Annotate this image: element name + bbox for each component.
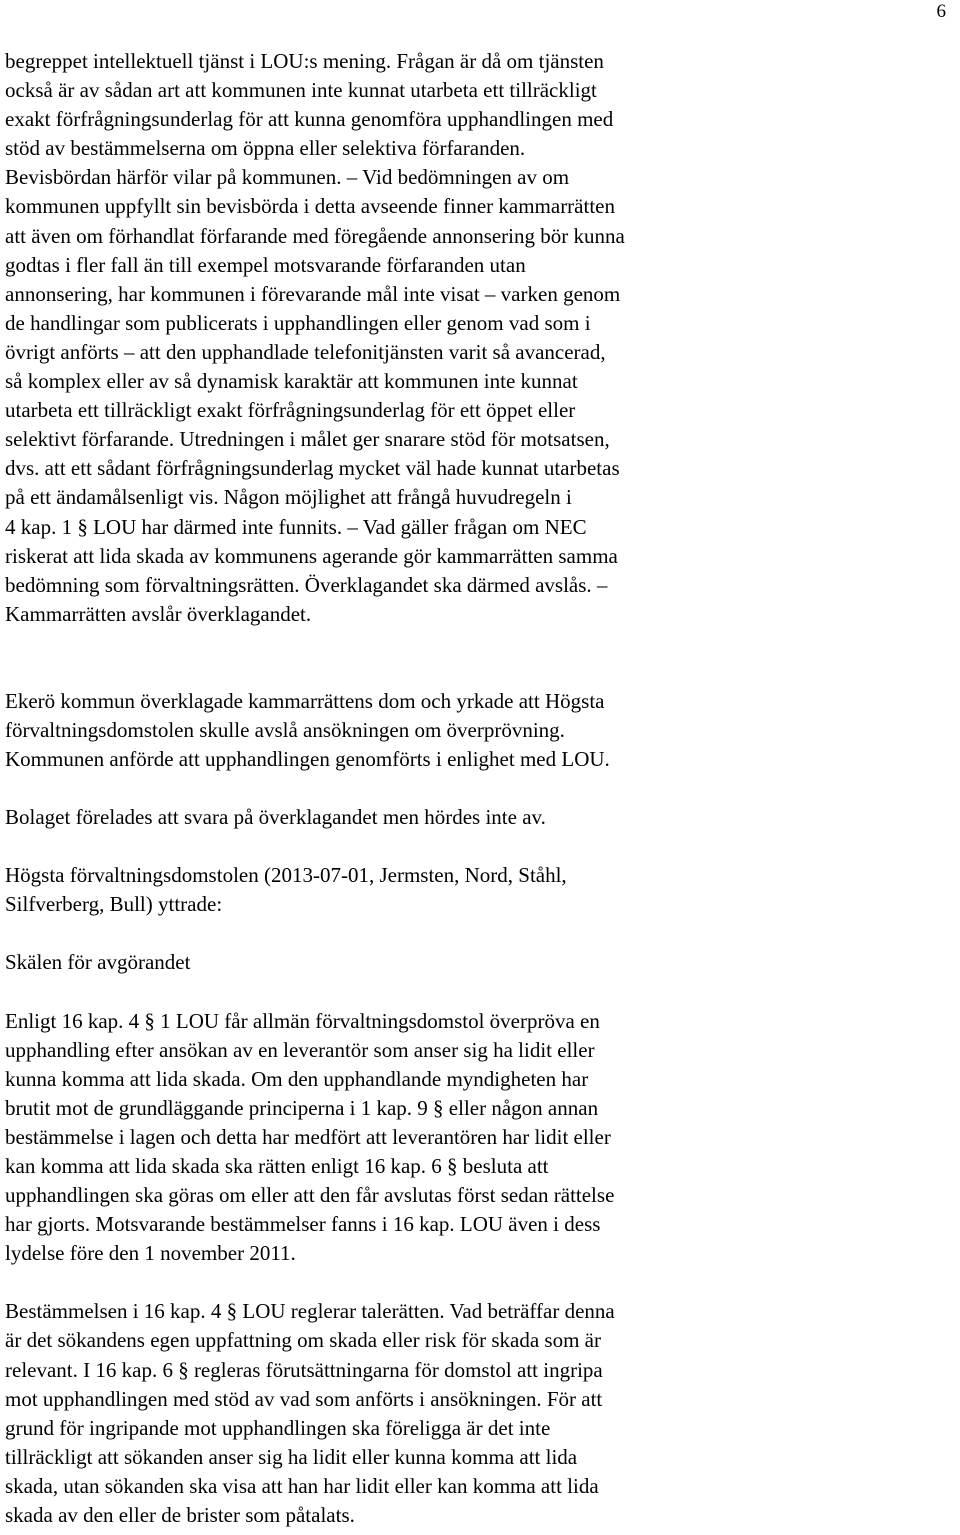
- paragraph-p7: [5, 1297, 765, 1530]
- text-line: kan komma att lida skada ska rätten enligt 16 kap. 6 § besluta att: [5, 1154, 549, 1178]
- text-line: exakt förfrågningsunderlag för att kunna genomföra upphandlingen med: [5, 107, 614, 132]
- text-line: Silfverberg, Bull) yttrade:: [5, 892, 223, 917]
- paragraph-p1: [5, 47, 765, 629]
- paragraph-spacer: [5, 629, 765, 687]
- text-line: 4 kap. 1 § LOU har därmed inte funnits. – Vad gäller frågan om NEC: [5, 514, 587, 539]
- text-line: stöd av bestämmelserna om öppna eller selektiva förfaranden.: [5, 136, 526, 161]
- paragraph-p3: [5, 803, 765, 832]
- text-line: upphandlingen ska göras om eller att den får avslutas först sedan rättelse: [5, 1183, 615, 1208]
- paragraph-spacer: [5, 774, 765, 803]
- text-line: Enligt 16 kap. 4 § 1 LOU får allmän förvaltningsdomstol överpröva en: [5, 1008, 600, 1033]
- text-line: så komplex eller av så dynamisk karaktär att kommunen inte kunnat: [5, 369, 578, 394]
- text-line: relevant. I 16 kap. 6 § regleras förutsättningarna för domstol att ingripa: [5, 1357, 603, 1382]
- paragraph-spacer: [5, 832, 765, 861]
- document-body: [5, 47, 765, 1530]
- text-line: Ekerö kommun överklagade kammarrättens dom och yrkade att Högsta: [5, 688, 605, 713]
- text-line: riskerat att lida skada av kommunens agerande gör kammarrätten samma: [5, 543, 618, 568]
- text-line: utarbeta ett tillräckligt exakt förfrågningsunderlag för ett öppet eller: [5, 398, 576, 423]
- text-line: grund för ingripande mot upphandlingen ska föreligga är det inte: [5, 1415, 551, 1440]
- text-line: Kommunen anförde att upphandlingen genomförts i enlighet med LOU.: [5, 747, 610, 772]
- text-line: skada av den eller de brister som påtalats.: [5, 1503, 355, 1528]
- text-line: bedömning som förvaltningsrätten. Överklagandet ska därmed avslås. –: [5, 572, 608, 597]
- text-line: kommunen uppfyllt sin bevisbörda i detta avseende finner kammarrätten: [5, 194, 615, 219]
- text-line: skada, utan sökanden ska visa att han har lidit eller kan komma att lida: [5, 1473, 599, 1498]
- text-line: tillräckligt att sökanden anser sig ha lidit eller kunna komma att lida: [5, 1444, 578, 1469]
- paragraph-p4: [5, 861, 765, 919]
- text-line: upphandling efter ansökan av en leverantör som anser sig ha lidit eller: [5, 1037, 595, 1062]
- text-line: Bestämmelsen i 16 kap. 4 § LOU reglerar talerätten. Vad beträffar denna: [5, 1299, 615, 1324]
- paragraph-p2: [5, 687, 765, 774]
- text-line: dvs. att ett sådant förfrågningsunderlag mycket väl hade kunnat utarbetas: [5, 456, 620, 481]
- text-line: bestämmelse i lagen och detta har medfört att leverantören har lidit eller: [5, 1124, 611, 1149]
- text-line: att även om förhandlat förfarande med föregående annonsering bör kunna: [5, 223, 625, 248]
- text-line: förvaltningsdomstolen skulle avslå ansökningen om överprövning.: [5, 717, 565, 742]
- paragraph-spacer: [5, 919, 765, 948]
- text-line: övrigt anförts – att den upphandlade telefonitjänsten varit så avancerad,: [5, 339, 606, 364]
- text-line: Bevisbördan härför vilar på kommunen. – Vid bedömningen av om: [5, 165, 570, 190]
- text-line: kunna komma att lida skada. Om den upphandlande myndigheten har: [5, 1066, 589, 1091]
- page-number: 6: [936, 1, 946, 22]
- text-line: begreppet intellektuell tjänst i LOU:s mening. Frågan är då om tjänsten: [5, 49, 604, 73]
- text-line: godtas i fler fall än till exempel motsvarande förfaranden utan: [5, 252, 526, 277]
- text-line: mot upphandlingen med stöd av vad som anförts i ansökningen. För att: [5, 1386, 603, 1411]
- text-line: selektivt förfarande. Utredningen i målet ger snarare stöd för motsatsen,: [5, 427, 610, 452]
- paragraph-spacer: [5, 978, 765, 1007]
- text-line: Bolaget förelades att svara på överklagandet men hördes inte av.: [5, 805, 546, 830]
- text-line: på ett ändamålsenligt vis. Någon möjlighet att frångå huvudregeln i: [5, 485, 572, 510]
- paragraph-p5: [5, 948, 765, 977]
- paragraph-p6: [5, 1007, 765, 1269]
- text-line: är det sökandens egen uppfattning om skada eller risk för skada som är: [5, 1328, 601, 1353]
- text-line: också är av sådan art att kommunen inte kunnat utarbeta ett tillräckligt: [5, 78, 597, 103]
- text-line: de handlingar som publicerats i upphandlingen eller genom vad som i: [5, 310, 591, 335]
- text-line: brutit mot de grundläggande principerna i 1 kap. 9 § eller någon annan: [5, 1095, 599, 1120]
- text-line: Skälen för avgörandet: [5, 950, 191, 975]
- paragraph-spacer: [5, 1268, 765, 1297]
- text-line: annonsering, har kommunen i förevarande mål inte visat – varken genom: [5, 281, 621, 306]
- text-line: har gjorts. Motsvarande bestämmelser fanns i 16 kap. LOU även i dess: [5, 1212, 601, 1237]
- text-line: Högsta förvaltningsdomstolen (2013-07-01, Jermsten, Nord, Ståhl,: [5, 863, 567, 888]
- text-line: Kammarrätten avslår överklagandet.: [5, 601, 312, 626]
- text-line: lydelse före den 1 november 2011.: [5, 1241, 296, 1266]
